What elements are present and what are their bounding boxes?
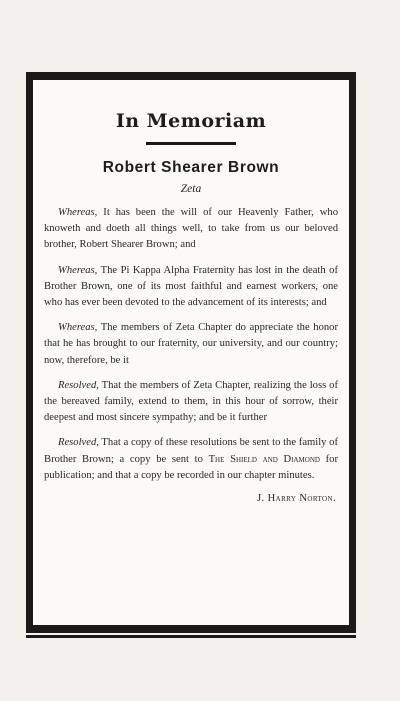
resolution-paragraph-3 <box>44 320 338 369</box>
paragraph-lead: Whereas, <box>58 322 98 334</box>
resolution-paragraph-2 <box>44 263 338 312</box>
black-border-frame <box>26 72 356 633</box>
paragraph-text: The Pi Kappa Alpha Fraternity has lost in the death of Brother Brown, one of its most faithful and earnest workers, one who has ever been devoted to the advancement of its interests; and <box>44 264 338 309</box>
chapter-name: Zeta <box>180 183 202 195</box>
resolution-paragraph-4 <box>44 378 338 427</box>
paragraph-text: for publication; and that a copy be recorded in our chapter minutes. <box>44 453 338 481</box>
paragraph-lead: Whereas, <box>58 264 98 276</box>
resolution-paragraph-1 <box>44 205 338 254</box>
paragraph-lead: Whereas, <box>58 207 98 218</box>
memorial-heading: In Memoriam <box>115 110 267 132</box>
paragraph-text: The members of Zeta Chapter do appreciate the honor that he has brought to our fraternity, our university, and our country; now, therefore, be it <box>44 322 338 366</box>
paragraph-text: That the members of Zeta Chapter, realizing the loss of the bereaved family, extend to them, in this hour of sorrow, their deepest and most sincere sympathy; and be it further <box>44 379 338 424</box>
signature: J. Harry Norton. <box>256 493 336 505</box>
publication-name: The Shield and Diamond <box>208 453 320 465</box>
memorial-content <box>44 110 338 504</box>
paragraph-text: It has been the will of our Heavenly Father, who knoweth and doeth all things well, to take from us our beloved brother, Robert Shearer Brown; and <box>44 207 338 251</box>
paragraph-text: That a copy of these resolutions be sent to the family of Brother Brown; a copy be sent to <box>44 437 338 465</box>
paragraph-lead: Resolved, <box>58 379 99 391</box>
deceased-name: Robert Shearer Brown <box>102 159 280 176</box>
resolution-paragraph-5 <box>44 435 338 484</box>
heading-divider <box>146 142 236 145</box>
paragraph-lead: Resolved, <box>58 437 99 449</box>
